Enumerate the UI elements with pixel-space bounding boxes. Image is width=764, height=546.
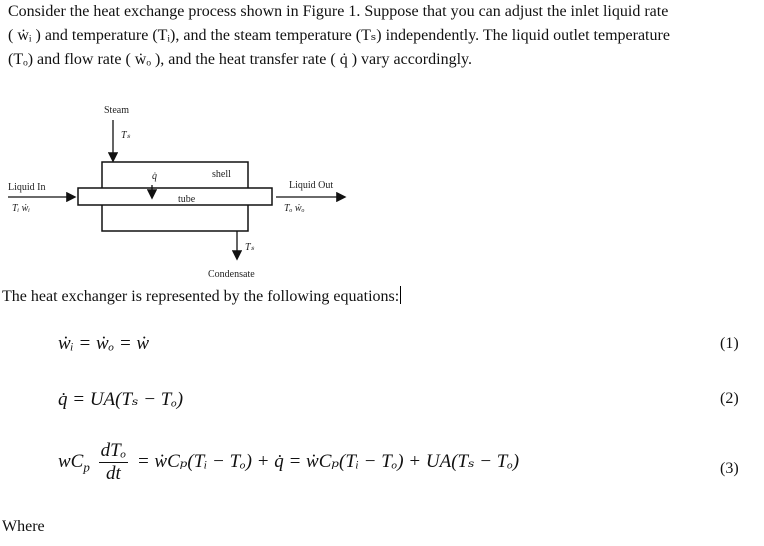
eq3-lhs-sub: p xyxy=(83,459,90,475)
equation-3 xyxy=(58,440,519,485)
heat-exchanger-diagram xyxy=(0,100,380,285)
eq3-lhs: wC xyxy=(58,450,84,472)
problem-paragraph xyxy=(8,0,760,72)
eq3-derivative xyxy=(99,440,129,485)
liquid-out-label: Liquid Out xyxy=(289,180,334,191)
liquid-in-vars: Tᵢ ẇᵢ xyxy=(12,203,30,214)
heat-exchanger-figure xyxy=(0,100,380,285)
ts-bottom-label: Tₛ xyxy=(245,242,255,253)
qdot-label: q̇ xyxy=(152,171,157,182)
paragraph-line-1: Consider the heat exchange process shown in Figure 1. Suppose that you can adjust the inlet liquid rate xyxy=(8,3,669,20)
equations-intro: The heat exchanger is represented by the following equations: xyxy=(2,288,400,305)
liquid-in-label: Liquid In xyxy=(8,182,46,193)
paragraph-line-2: ( ẇᵢ ) and temperature (Tᵢ), and the steam temperature (Tₛ) independently. The liquid outlet temperature xyxy=(8,27,670,44)
condensate-label: Condensate xyxy=(208,269,255,280)
tube-rect xyxy=(78,188,272,205)
equation-3-number: (3) xyxy=(720,460,739,477)
where-label: Where xyxy=(2,518,45,535)
equation-2: q̇ = UA(Tₛ − Tₒ) xyxy=(58,389,184,410)
equation-1: ẇᵢ = ẇₒ = ẇ xyxy=(58,333,150,354)
liquid-out-vars: Tₒ ẇₒ xyxy=(284,203,305,214)
steam-label: Steam xyxy=(104,105,129,116)
equation-1-number: (1) xyxy=(720,335,739,352)
equation-2-number: (2) xyxy=(720,390,739,407)
text-cursor xyxy=(400,286,401,304)
shell-label: shell xyxy=(212,169,231,180)
eq3-rhs: = ẇCₚ(Tᵢ − Tₒ) + q̇ = ẇCₚ(Tᵢ − Tₒ) + UA(Tₛ − Tₒ) xyxy=(136,450,520,472)
eq3-frac-num: dTₒ xyxy=(100,440,127,461)
paragraph-line-3: (Tₒ) and flow rate ( ẇₒ ), and the heat transfer rate ( q̇ ) vary accordingly. xyxy=(8,51,472,68)
eq3-frac-den: dt xyxy=(105,463,121,484)
tube-label: tube xyxy=(178,194,196,205)
ts-top-label: Tₛ xyxy=(121,130,131,141)
